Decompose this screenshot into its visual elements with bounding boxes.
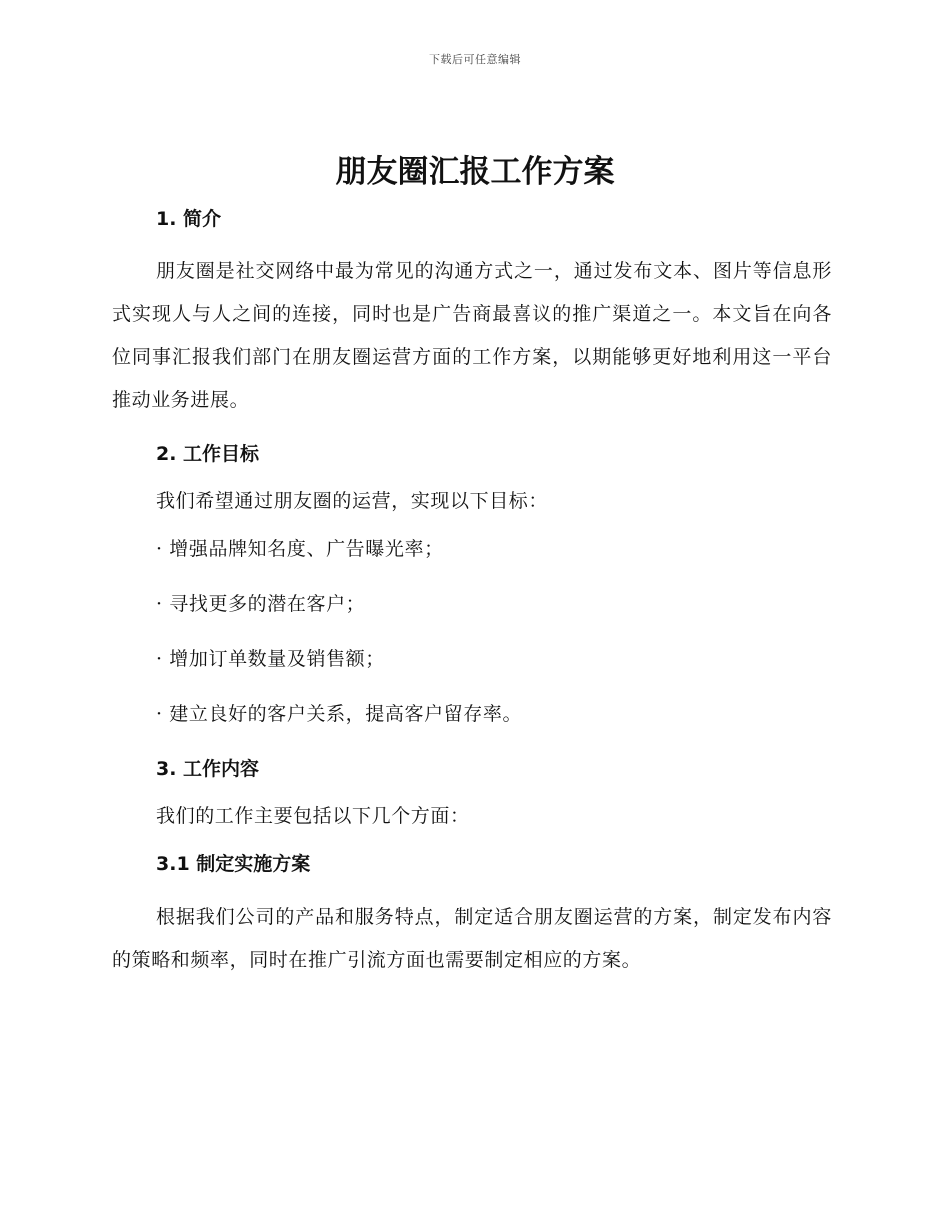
section-heading-goals: 2. 工作目标 bbox=[156, 443, 260, 465]
document-body bbox=[112, 200, 832, 982]
plan-paragraph: 根据我们公司的产品和服务特点，制定适合朋友圈运营的方案，制定发布内容的策略和频率，同时在推广引流方面也需要制定相应的方案。 bbox=[112, 906, 832, 971]
subsection-heading-plan: 3.1 制定实施方案 bbox=[156, 853, 311, 875]
content-lead: 我们的工作主要包括以下几个方面： bbox=[156, 805, 470, 827]
goal-item: · 增强品牌知名度、广告曝光率； bbox=[156, 538, 444, 560]
intro-paragraph: 朋友圈是社交网络中最为常见的沟通方式之一，通过发布文本、图片等信息形式实现人与人之间的连接，同时也是广告商最喜议的推广渠道之一。本文旨在向各位同事汇报我们部门在朋友圈运营方面的工作方案，以期能够更好地利用这一平台推动业务进展。 bbox=[112, 260, 832, 411]
goal-item: · 增加订单数量及销售额； bbox=[156, 648, 385, 670]
section-heading-content: 3. 工作内容 bbox=[156, 758, 260, 780]
section-heading-intro: 1. 简介 bbox=[156, 208, 222, 230]
header-note: 下载后可任意编辑 bbox=[429, 53, 521, 66]
goal-item: · 寻找更多的潜在客户； bbox=[156, 593, 366, 615]
document-title: 朋友圈汇报工作方案 bbox=[335, 154, 615, 190]
goal-item: · 建立良好的客户关系，提高客户留存率。 bbox=[156, 703, 523, 725]
goals-lead: 我们希望通过朋友圈的运营，实现以下目标： bbox=[156, 490, 549, 512]
